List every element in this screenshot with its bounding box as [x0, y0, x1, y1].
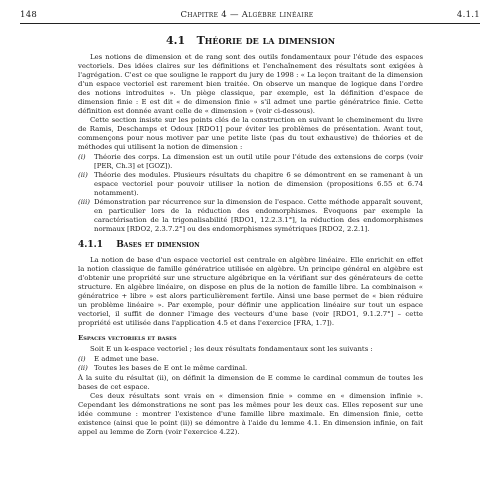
section-reference: 4.1.1	[456, 10, 480, 20]
chapter-title: Chapitre 4 — Algèbre linéaire	[180, 10, 314, 20]
list-text: Théorie des corps. La dimension est un outil utile pour l'étude des extensions de corps (voir [PER, Ch.3] et [GOZ]).	[94, 153, 423, 170]
results-list	[78, 355, 423, 373]
list-item	[78, 355, 423, 364]
body-paragraph: À la suite du résultat (ii), on définit la dimension de E comme le cardinal commun de toutes les bases de cet espace.	[78, 374, 423, 391]
body-paragraph: Soit E un k-espace vectoriel ; les deux résultats fondamentaux sont les suivants :	[90, 345, 373, 353]
list-number: (i)	[78, 355, 86, 363]
paragraph-heading: Espaces vectoriels et bases	[78, 334, 177, 342]
section-number: 4.1	[165, 34, 186, 47]
section-title: Théorie de la dimension	[196, 34, 336, 47]
list-number: (ii)	[78, 171, 88, 179]
body-paragraph: Ces deux résultats sont vrais en « dimension finie » comme en « dimension infinie ». Cependant les démonstrations ne sont pas les mêmes pour les deux cas. Elles reposent sur une idée commune : montrer l'existence d'une famille libre maximale. En dimension finie, cette existence (ainsi que le point (ii)) se démontre à l'aide du lemme 4.1. En dimension infinie, on fait appel au lemme de Zorn (voir l'exercice 4.22).	[78, 392, 423, 436]
subsection-title: Bases et dimension	[116, 240, 200, 250]
list-text: Démonstration par récurrence sur la dimension de l'espace. Cette méthode apparaît souvent, en particulier lors de la réduction des endomorphismes. Évoquons par exemple la caractérisation de la trigonalisabilité [RDO1, 12.2.3.1°], la réduction des endomorphismes normaux [RDO2, 2.3.7.2°] ou des endomorphismes symétriques [RDO2, 2.2.1].	[94, 198, 423, 233]
intro-paragraph: Cette section insiste sur les points clés de la construction en suivant le cheminement du livre de Ramis, Deschamps et Odoux [RDO1] pour éviter les problèmes de présentation. Avant tout, commençons pour nous motiver par une petite liste (pas du tout exhaustive) de théories et de méthodes qui utilisent la notion de dimension :	[78, 116, 423, 151]
theory-list	[78, 153, 423, 234]
subsection-heading	[78, 241, 423, 250]
list-item	[78, 364, 423, 373]
running-header	[20, 10, 480, 24]
section-heading	[78, 36, 423, 45]
list-item	[78, 171, 423, 198]
subsection-number: 4.1.1	[78, 240, 104, 250]
list-number: (iii)	[78, 198, 90, 206]
list-number: (ii)	[78, 364, 88, 372]
list-number: (i)	[78, 153, 86, 161]
intro-paragraph: Les notions de dimension et de rang sont des outils fondamentaux pour l'étude des espaces vectoriels. Des idées claires sur les définitions et l'enchaînement des résultats sont exigées à l'agrégation. C'est ce que souligne le rapport du jury de 1998 : « La leçon traitant de la dimension d'un espace vectoriel est rarement bien traitée. On observe un manque de logique dans l'ordre des notions introduites ». Un piège classique, par exemple, est la définition d'espace de dimension finie : E est dit « de dimension finie » s'il admet une partie génératrice finie. Cette définition est donnée avant celle de « dimension » (voir ci-dessous).	[78, 53, 423, 115]
list-text: E admet une base.	[94, 355, 159, 363]
list-text: Toutes les bases de E ont le même cardinal.	[94, 364, 248, 372]
list-item	[78, 153, 423, 171]
list-text: Théorie des modules. Plusieurs résultats du chapitre 6 se démontrent en se ramenant à un espace vectoriel pour pouvoir utiliser la notion de dimension (propositions 6.55 et 6.74 notamment).	[94, 171, 423, 197]
body-paragraph: La notion de base d'un espace vectoriel est centrale en algèbre linéaire. Elle enrichit en effet la notion classique de famille génératrice utilisée en algèbre. Un principe général en algèbre est d'obtenir une propriété sur une structure algébrique en la vérifiant sur des générateurs de cette structure. En algèbre linéaire, on dispose en plus de la notion de famille libre. La combinaison « génératrice + libre » est alors particulièrement fertile. Ainsi une base permet de « bien réduire un problème linéaire ». Par exemple, pour définir une application linéaire sur tout un espace vectoriel, il suffit de donner l'image des vecteurs d'une base (voir [RDO1, 9.1.2.7°] – cette propriété est utilisée dans l'application 4.5 et dans l'exercice [FRA, 1.7]).	[78, 256, 423, 327]
header-rule	[20, 23, 480, 24]
list-item	[78, 198, 423, 234]
page-number: 148	[20, 10, 38, 20]
page-body	[78, 30, 423, 437]
